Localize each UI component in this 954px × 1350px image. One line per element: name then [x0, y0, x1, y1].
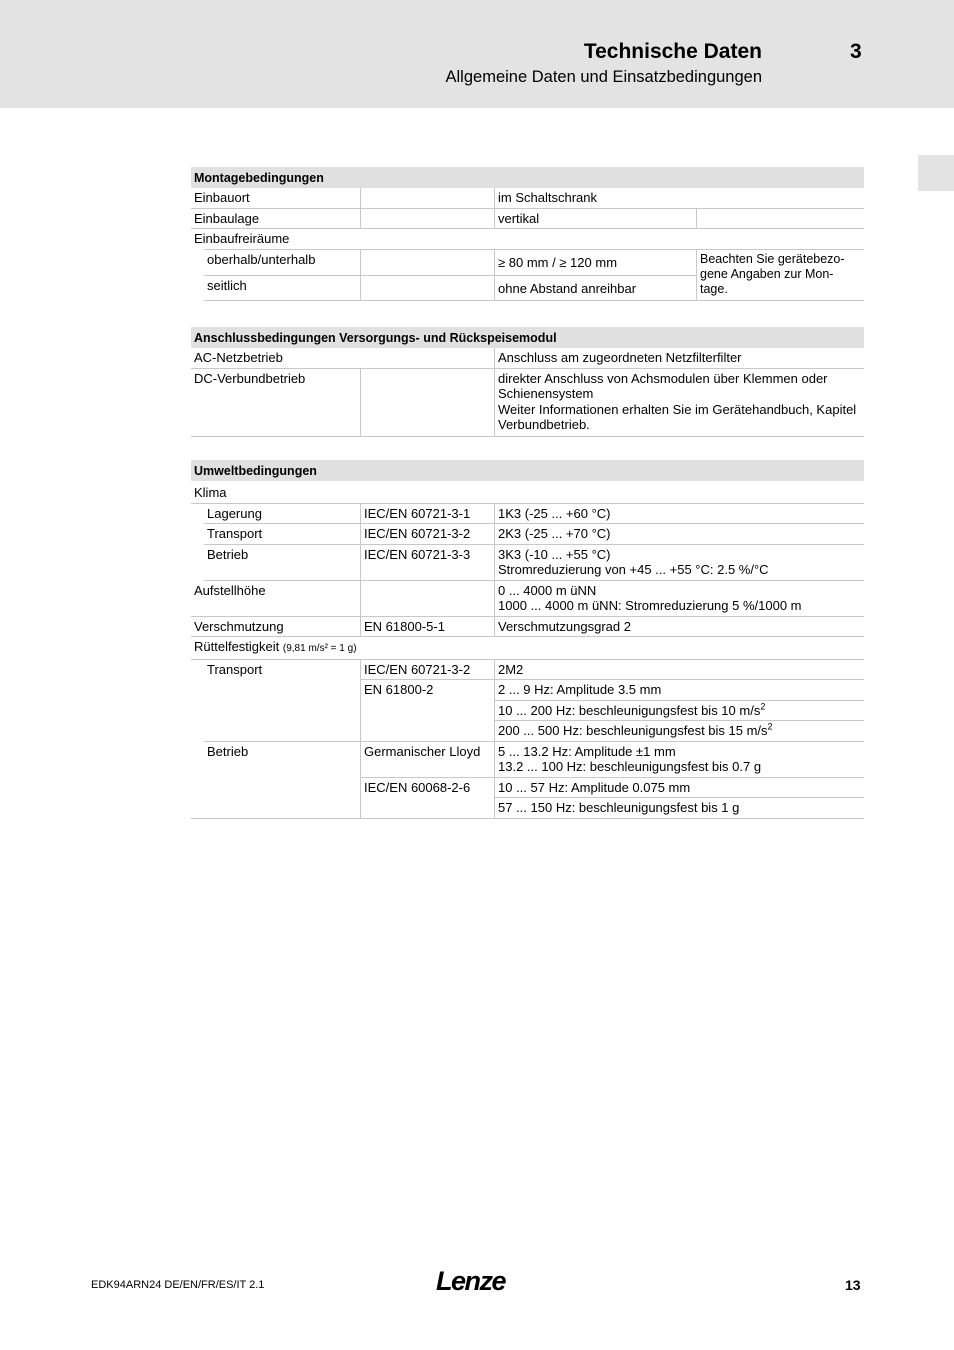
row-label: Einbaufreiräume	[194, 231, 290, 246]
table-row	[191, 617, 864, 638]
chapter-number: 3	[850, 40, 862, 63]
row-standard	[360, 209, 494, 229]
row-value: Anschluss am zugeordneten Netzfilterfilter	[494, 348, 864, 368]
row-value	[494, 701, 864, 722]
lenze-logo	[436, 1266, 516, 1294]
row-label: Klima	[194, 485, 227, 500]
row-value: im Schaltschrank	[494, 188, 864, 208]
row-value: 2 ... 9 Hz: Amplitude 3.5 mm	[494, 680, 864, 701]
row-label: seitlich	[207, 277, 247, 293]
section-heading: Montagebedingungen	[191, 167, 864, 188]
value-line: 5 ... 13.2 Hz: Amplitude ±1 mm	[498, 743, 676, 759]
value-line: 1000 ... 4000 m üNN: Stromreduzierung 5 %/1000 m	[498, 598, 802, 613]
row-note	[696, 209, 864, 229]
chapter-subtitle: Allgemeine Daten und Einsatzbedingungen	[445, 68, 762, 86]
row-label: DC-Verbundbetrieb	[194, 370, 306, 386]
connection-table	[191, 327, 864, 437]
row-label: AC-Netzbetrieb	[194, 350, 283, 365]
row-label: Betrieb	[207, 546, 249, 562]
row-value: ≥ 80 mm / ≥ 120 mm	[494, 250, 696, 275]
row-value: Verschmutzungsgrad 2	[494, 617, 864, 637]
row-label: Einbauort	[194, 190, 250, 205]
row-label: Einbaulage	[194, 210, 260, 226]
row-value: vertikal	[494, 209, 696, 229]
value-text: 200 ... 500 Hz: beschleunigungsfest bis 15 m/s	[498, 723, 768, 738]
table-row	[204, 545, 864, 581]
table-row	[191, 637, 864, 660]
row-value: ohne Abstand anreihbar	[494, 276, 696, 300]
row-label: Betrieb	[207, 743, 249, 759]
value-line: 0 ... 4000 m üNN	[498, 582, 597, 598]
logo-text: Lenze	[436, 1266, 506, 1294]
table-bottom-rule	[191, 818, 864, 819]
table-row	[204, 504, 864, 525]
dc-value-line: direkter Anschluss von Achsmodulen über Klemmen oder Schienensystem	[498, 370, 828, 401]
table-row	[191, 209, 864, 230]
row-label: Transport	[207, 526, 263, 541]
row-standard	[360, 250, 494, 275]
value-line: 3K3 (-10 ... +55 °C)	[498, 546, 611, 562]
row-value	[494, 545, 864, 580]
row-standard	[360, 369, 494, 436]
row-standard: IEC/EN 60721-3-1	[360, 504, 494, 524]
value-line: Stromreduzierung von +45 ... +55 °C: 2.5 %/°C	[498, 562, 769, 577]
ruettel-label: Rüttelfestigkeit	[194, 639, 280, 654]
value-line: 13.2 ... 100 Hz: beschleunigungsfest bis 0.7 g	[498, 759, 762, 774]
section-heading: Anschlussbedingungen Versorgungs- und Rückspeisemodul	[191, 327, 864, 348]
row-value	[494, 581, 864, 616]
row-label: oberhalb/unterhalb	[207, 251, 316, 267]
row-value: 1K3 (-25 ... +60 °C)	[494, 504, 864, 524]
row-label: Verschmutzung	[194, 618, 284, 634]
row-value: 57 ... 150 Hz: beschleunigungsfest bis 1 g	[494, 798, 864, 818]
mounting-note: Beachten Sie gerätebezo-gene Angaben zur Mon-tage.	[696, 250, 864, 301]
row-value	[494, 742, 864, 777]
environment-table	[191, 460, 864, 819]
row-label	[191, 637, 864, 659]
chapter-title: Technische Daten	[583, 40, 762, 63]
row-value	[494, 721, 864, 741]
chapter-side-tab	[918, 155, 954, 191]
table-row	[204, 524, 864, 545]
row-standard	[360, 581, 494, 616]
header-band	[0, 0, 954, 108]
row-standard: EN 61800-2	[360, 680, 494, 741]
superscript: 2	[767, 721, 773, 732]
row-standard: Germanischer Lloyd	[360, 742, 494, 777]
row-value	[494, 369, 864, 436]
table-row-group	[204, 742, 864, 818]
row-value: 10 ... 57 Hz: Amplitude 0.075 mm	[494, 778, 864, 799]
table-row	[191, 581, 864, 617]
row-label: Transport	[207, 661, 263, 677]
table-row-group	[204, 660, 864, 742]
table-row	[191, 481, 864, 504]
row-standard: IEC/EN 60068-2-6	[360, 778, 494, 818]
page-number: 13	[845, 1277, 861, 1293]
value-text: 10 ... 200 Hz: beschleunigungsfest bis 10 m/s	[498, 702, 761, 718]
row-standard: IEC/EN 60721-3-2	[360, 524, 494, 544]
ruettel-note: (9,81 m/s² = 1 g)	[282, 643, 357, 654]
row-standard: IEC/EN 60721-3-3	[360, 545, 494, 580]
table-row	[191, 188, 864, 209]
table-row	[191, 348, 864, 369]
row-standard	[360, 348, 494, 368]
row-value: 2M2	[494, 660, 864, 680]
dc-value-line: Weiter Informationen erhalten Sie im Gerätehandbuch, Kapitel Verbundbetrieb.	[498, 401, 857, 432]
section-heading: Umweltbedingungen	[191, 460, 864, 481]
table-row-group	[204, 249, 864, 301]
row-label: Lagerung	[207, 505, 262, 521]
table-row	[191, 369, 864, 437]
mounting-table	[191, 167, 864, 301]
row-standard	[360, 188, 494, 208]
row-value: 2K3 (-25 ... +70 °C)	[494, 524, 864, 544]
row-standard: IEC/EN 60721-3-2	[360, 660, 494, 680]
table-row	[191, 229, 864, 249]
row-standard: EN 61800-5-1	[360, 617, 494, 637]
row-standard	[360, 276, 494, 300]
superscript: 2	[760, 701, 766, 712]
document-id: EDK94ARN24 DE/EN/FR/ES/IT 2.1	[91, 1279, 265, 1291]
row-label: Aufstellhöhe	[194, 582, 266, 598]
